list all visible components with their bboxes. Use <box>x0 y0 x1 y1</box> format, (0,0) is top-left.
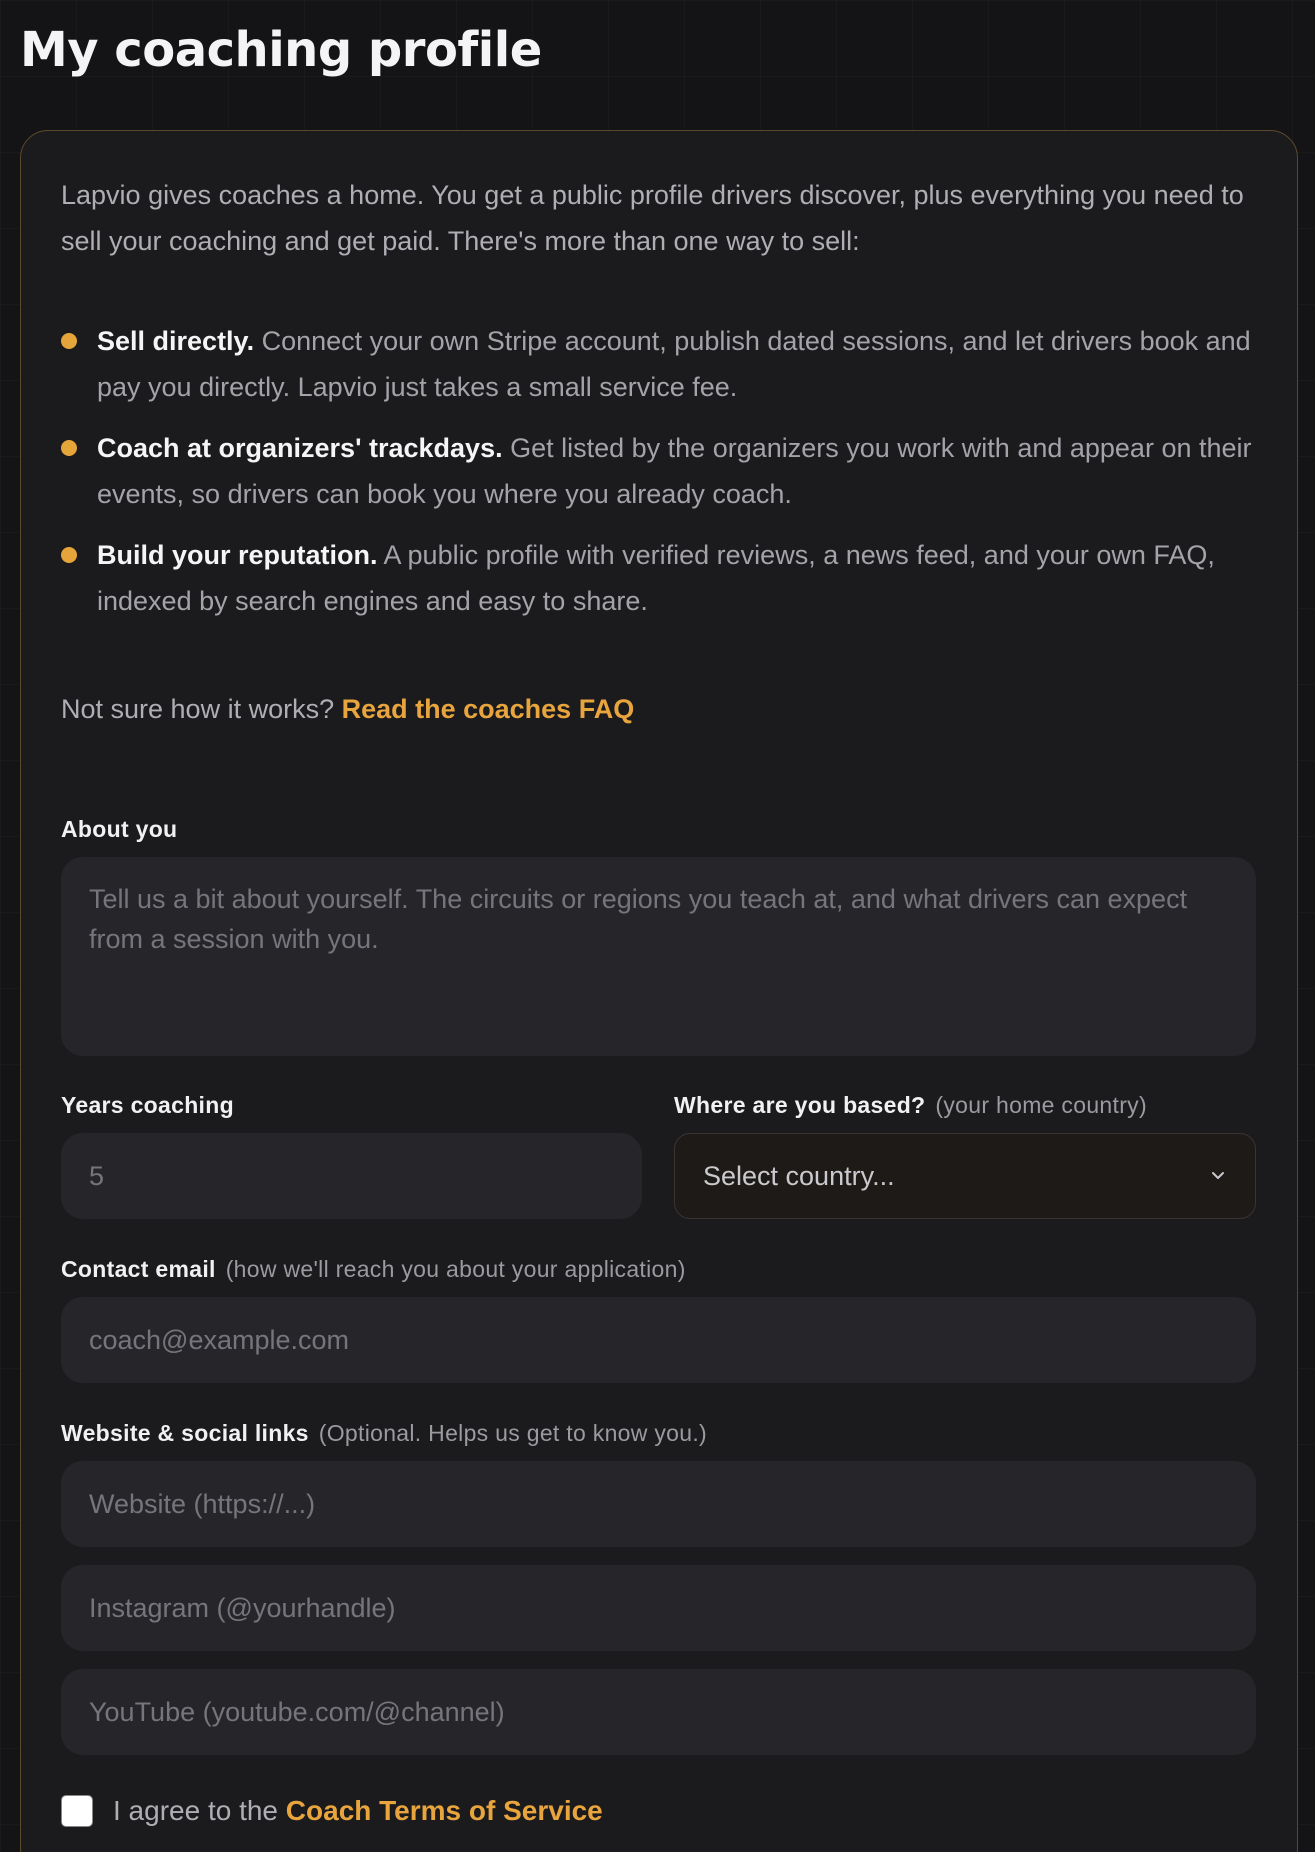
bullet-title: Sell directly. <box>97 326 255 356</box>
bullet-build-reputation <box>61 532 1261 624</box>
years-input[interactable] <box>61 1133 642 1219</box>
faq-prefix: Not sure how it works? <box>61 694 342 724</box>
links-hint: (Optional. Helps us get to know you.) <box>318 1420 707 1446</box>
bullet-dot <box>61 440 77 456</box>
country-select[interactable] <box>674 1133 1256 1219</box>
bullet-text: A public profile with verified reviews, a news feed, and your own FAQ, indexed by search engines and easy to share. <box>97 540 1215 616</box>
bullet-sell-directly <box>61 318 1261 410</box>
links-label-text: Website & social links <box>61 1420 309 1446</box>
email-label-text: Contact email <box>61 1256 216 1282</box>
bullet-coach-at-trackdays <box>61 425 1261 517</box>
bullet-title: Coach at organizers' trackdays. <box>97 433 503 463</box>
instagram-input[interactable] <box>61 1565 1256 1651</box>
country-label <box>674 1090 1147 1120</box>
website-input[interactable] <box>61 1461 1256 1547</box>
terms-prefix: I agree to the <box>113 1795 286 1826</box>
terms-agreement <box>113 1788 603 1834</box>
years-label: Years coaching <box>61 1092 234 1118</box>
country-label-text: Where are you based? <box>674 1092 926 1118</box>
youtube-input[interactable] <box>61 1669 1256 1755</box>
coaches-faq-link[interactable]: Read the coaches FAQ <box>341 694 635 724</box>
bullet-dot <box>61 547 77 563</box>
contact-email-input[interactable] <box>61 1297 1256 1383</box>
bullet-dot <box>61 333 77 349</box>
intro-text: Lapvio gives coaches a home. You get a public profile drivers discover, plus everything you need to sell your coaching and get paid. There's more than one way to sell: <box>61 180 1244 256</box>
country-select-value: Select country... <box>703 1160 895 1191</box>
chevron-down-icon <box>1209 1166 1227 1184</box>
email-label <box>61 1254 686 1284</box>
links-label <box>61 1418 707 1448</box>
about-label: About you <box>61 816 178 842</box>
faq-prompt <box>61 686 634 732</box>
bullet-title: Build your reputation. <box>97 540 378 570</box>
coach-terms-link[interactable]: Coach Terms of Service <box>285 1795 603 1826</box>
page-title: My coaching profile <box>20 22 542 78</box>
country-hint: (your home country) <box>935 1092 1147 1118</box>
bullet-text: Connect your own Stripe account, publish dated sessions, and let drivers book and pay you directly. Lapvio just takes a small service fee. <box>97 326 1251 402</box>
terms-checkbox[interactable] <box>61 1795 93 1827</box>
bullet-text: Get listed by the organizers you work with and appear on their events, so drivers can book you where you already coach. <box>97 433 1252 509</box>
about-textarea[interactable] <box>61 857 1256 1056</box>
email-hint: (how we'll reach you about your application) <box>225 1256 686 1282</box>
